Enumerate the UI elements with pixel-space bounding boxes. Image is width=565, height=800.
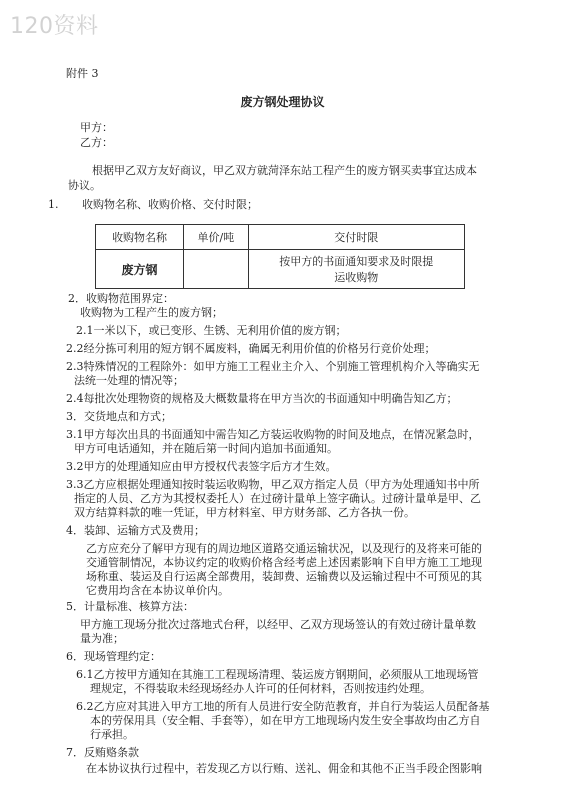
body-line: 4．装卸、运输方式及费用；	[66, 524, 205, 537]
body-line: 7．反贿赂条款	[66, 746, 139, 759]
body-line: 双方结算料款的唯一凭证，甲方材料室、甲方财务部、乙方各执一份。	[74, 506, 415, 519]
section-heading: 收购物名称、收购价格、交付时限；	[82, 198, 258, 211]
body-line: 甲方可电话通知，并在随后第一时间内追加书面通知。	[74, 442, 338, 455]
body-line: 行承担。	[90, 728, 134, 741]
purchase-table	[95, 224, 465, 289]
watermark-logo: 120资料	[10, 14, 99, 39]
body-line: 5．计量标准、核算方法：	[66, 600, 194, 613]
attachment-label: 附件 3	[66, 67, 99, 80]
body-line: 2.4每批次处理物资的规格及大概数量将在甲方当次的书面通知中明确告知乙方；	[66, 392, 458, 405]
body-line: 3.1甲方每次出具的书面通知中需告知乙方装运收购物的时间及地点，在情况紧急时，	[66, 428, 480, 441]
body-line: 2．收购物范围界定：	[68, 292, 174, 305]
body-line: 6．现场管理约定：	[66, 650, 161, 663]
party-b-label: 乙方：	[80, 136, 113, 149]
body-line: 它费用均含在本协议单价内。	[86, 584, 229, 597]
body-line: 指定的人员、乙方为其授权委托人）在过磅计量单上签字确认。过磅计量单是甲、乙	[74, 492, 481, 505]
body-line: 乙方应充分了解甲方现有的周边地区道路交通运输状况，以及现行的及将来可能的	[86, 542, 482, 555]
table-header: 收购物名称	[96, 225, 184, 250]
intro-line: 协议。	[68, 179, 101, 192]
body-line: 场称重、装运及自行运离全部费用，装卸费、运输费以及运输过程中不可预见的其	[86, 570, 482, 583]
body-line: 2.3特殊情况的工程除外：如甲方施工工程业主介入、个别施工管理机构介入等确实无	[66, 360, 480, 373]
body-line: 3．交货地点和方式；	[66, 410, 172, 423]
body-line: 在本协议执行过程中，若发现乙方以行贿、送礼、佣金和其他不正当手段企图影响	[86, 762, 482, 775]
deadline-line: 按甲方的书面通知要求及时限提	[279, 255, 434, 268]
body-line: 6.1乙方按甲方通知在其施工工程现场清理、装运废方钢期间，必须服从工地现场管	[76, 668, 479, 681]
intro-line: 根据甲乙双方友好商议，甲乙双方就菏泽东站工程产生的废方钢买卖事宜达成本	[92, 164, 477, 177]
body-line: 法统一处理的情况等；	[74, 374, 184, 387]
table-cell-name: 废方钢	[96, 250, 184, 289]
body-line: 2.1一米以下，或已变形、生锈、无利用价值的废方钢；	[76, 324, 347, 337]
body-line: 3.2甲方的处理通知应由甲方授权代表签字后方才生效。	[66, 460, 337, 473]
table-header-row	[96, 225, 465, 250]
table-cell-deadline	[248, 250, 464, 289]
body-line: 收购物为工程产生的废方钢；	[80, 306, 223, 319]
table-header: 单价/吨	[184, 225, 248, 250]
body-line: 2.2经分拣可利用的短方钢不属废料，确属无利用价值的价格另行竞价处理；	[66, 342, 436, 355]
body-line: 本的劳保用具（安全帽、手套等），如在甲方工地现场内发生安全事故均由乙方自	[90, 714, 481, 727]
section-number: 1.	[48, 198, 59, 211]
body-line: 交通管制情况，本协议约定的收购价格含经考虑上述因素影响下自甲方施工工地现	[86, 556, 482, 569]
deadline-line: 运收购物	[334, 271, 379, 284]
party-a-label: 甲方：	[80, 121, 113, 134]
table-cell-price	[184, 250, 248, 289]
document-title: 废方钢处理协议	[240, 95, 325, 109]
table-header: 交付时限	[248, 225, 464, 250]
body-line: 量为准；	[80, 632, 124, 645]
table-row	[96, 250, 465, 289]
body-line: 6.2乙方应对其进入甲方工地的所有人员进行安全防范教育，并自行为装运人员配备基	[76, 700, 490, 713]
body-line: 3.3乙方应根据处理通知按时装运收购物，甲乙双方指定人员（甲方为处理通知书中所	[66, 478, 480, 491]
body-line: 理规定，不得装取未经现场经办人许可的任何材料，否则按违约处理。	[90, 682, 431, 695]
body-line: 甲方施工现场分批次过落地式台秤，以经甲、乙双方现场签认的有效过磅计量单数	[80, 618, 476, 631]
